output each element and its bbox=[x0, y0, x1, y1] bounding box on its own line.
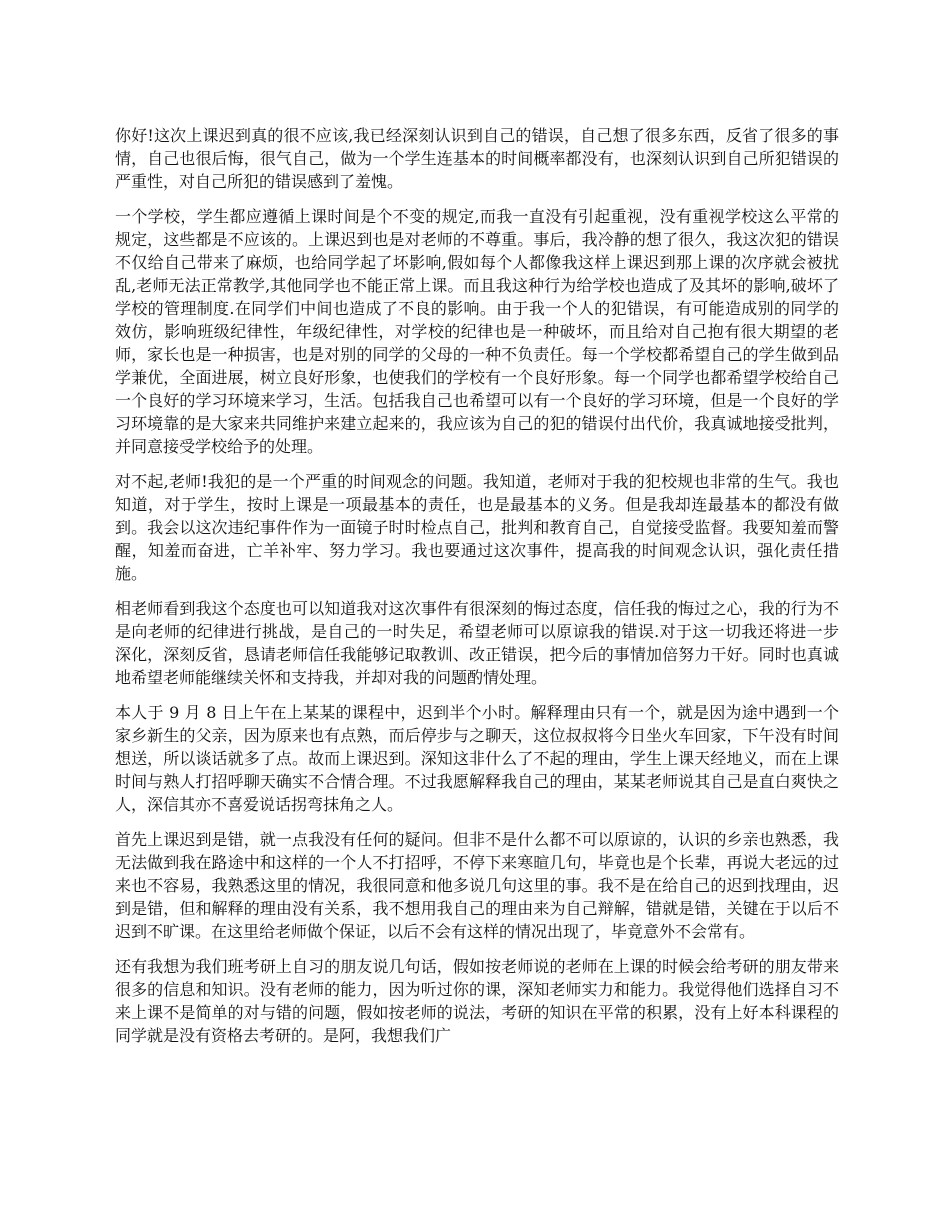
paragraph-5: 本人于 9 月 8 日上午在上某某的课程中，迟到半个小时。解释理由只有一个，就是因为途中遇到一个家乡新生的父亲，因为原来也有点熟，而后停步与之聊天，这位叔叔将今日坐火车回家，下午没有时间想送，所以谈话就多了点。故而上课迟到。深知这非什么了不起的理由，学生上课天经地义，而在上课时间与熟人打招呼聊天确实不合情合理。不过我愿解释我自己的理由，某某老师说其自己是直白爽快之人，深信其亦不喜爱说话拐弯抹角之人。 bbox=[115, 703, 839, 814]
paragraph-6: 首先上课迟到是错，就一点我没有任何的疑问。但非不是什么都不可以原谅的，认识的乡亲也熟悉，我无法做到我在路途中和这样的一个人不打招呼，不停下来寒暄几句，毕竟也是个长辈，再说大老远的过来也不容易，我熟悉这里的情况，我很同意和他多说几句这里的事。我不是在给自己的迟到找理由，迟到是错，但和解释的理由没有关系，我不想用我自己的理由来为自己辩解，错就是错，关键在于以后不迟到不旷课。在这里给老师做个保证，以后不会有这样的情况出现了，毕竟意外不会常有。 bbox=[115, 830, 839, 941]
document-body bbox=[115, 124, 839, 1059]
paragraph-1: 你好!这次上课迟到真的很不应该,我已经深刻认识到自己的错误，自己想了很多东西，反省了很多的事情，自己也很后悔，很气自己，做为一个学生连基本的时间概率都没有，也深刻认识到自己所犯错误的严重性，对自己所犯的错误感到了羞愧。 bbox=[115, 126, 839, 191]
paragraph-7: 还有我想为我们班考研上自习的朋友说几句话，假如按老师说的老师在上课的时候会给考研的朋友带来很多的信息和知识。没有老师的能力，因为听过你的课，深知老师实力和能力。我觉得他们选择自习不来上课不是简单的对与错的问题，假如按老师的说法，考研的知识在平常的积累，没有上好本科课程的同学就是没有资格去考研的。是阿，我想我们广 bbox=[115, 957, 839, 1045]
paragraph-4: 相老师看到我这个态度也可以知道我对这次事件有很深刻的悔过态度，信任我的悔过之心，我的行为不是向老师的纪律进行挑战，是自己的一时失足，希望老师可以原谅我的错误.对于这一切我还将进一步深化，深刻反省，恳请老师信任我能够记取教训、改正错误，把今后的事情加倍努力干好。同时也真诚地希望老师能继续关怀和支持我，并却对我的问题酌情处理。 bbox=[115, 599, 839, 687]
paragraph-2: 一个学校，学生都应遵循上课时间是个不变的规定,而我一直没有引起重视，没有重视学校这么平常的规定，这些都是不应该的。上课迟到也是对老师的不尊重。事后，我冷静的想了很久，我这次犯的错误不仅给自己带来了麻烦，也给同学起了坏影响,假如每个人都像我这样上课迟到那上课的次序就会被扰乱,老师无法正常教学,其他同学也不能正常上课。而且我这种行为给学校也造成了及其坏的影响,破坏了学校的管理制度.在同学们中间也造成了不良的影响。由于我一个人的犯错误，有可能造成别的同学的效仿，影响班级纪律性，年级纪律性，对学校的纪律也是一种破坏，而且给对自己抱有很大期望的老师，家长也是一种损害，也是对别的同学的父母的一种不负责任。每一个学校都希望自己的学生做到品学兼优，全面进展，树立良好形象，也使我们的学校有一个良好形象。每一个同学也都希望学校给自己一个良好的学习环境来学习，生活。包括我自己也希望可以有一个良好的学习环境，但是一个良好的学习环境靠的是大家来共同维护来建立起来的，我应该为自己的犯的错误付出代价，我真诚地接受批判，并同意接受学校给予的处理。 bbox=[115, 207, 839, 456]
paragraph-3: 对不起,老师!我犯的是一个严重的时间观念的问题。我知道，老师对于我的犯校规也非常的生气。我也知道，对于学生，按时上课是一项最基本的责任，也是最基本的义务。但是我却连最基本的都没有做到。我会以这次违纪事件作为一面镜子时时检点自己，批判和教育自己，自觉接受监督。我要知羞而警醒，知羞而奋进，亡羊补牢、努力学习。我也要通过这次事件，提高我的时间观念认识，强化责任措施。 bbox=[115, 472, 839, 583]
